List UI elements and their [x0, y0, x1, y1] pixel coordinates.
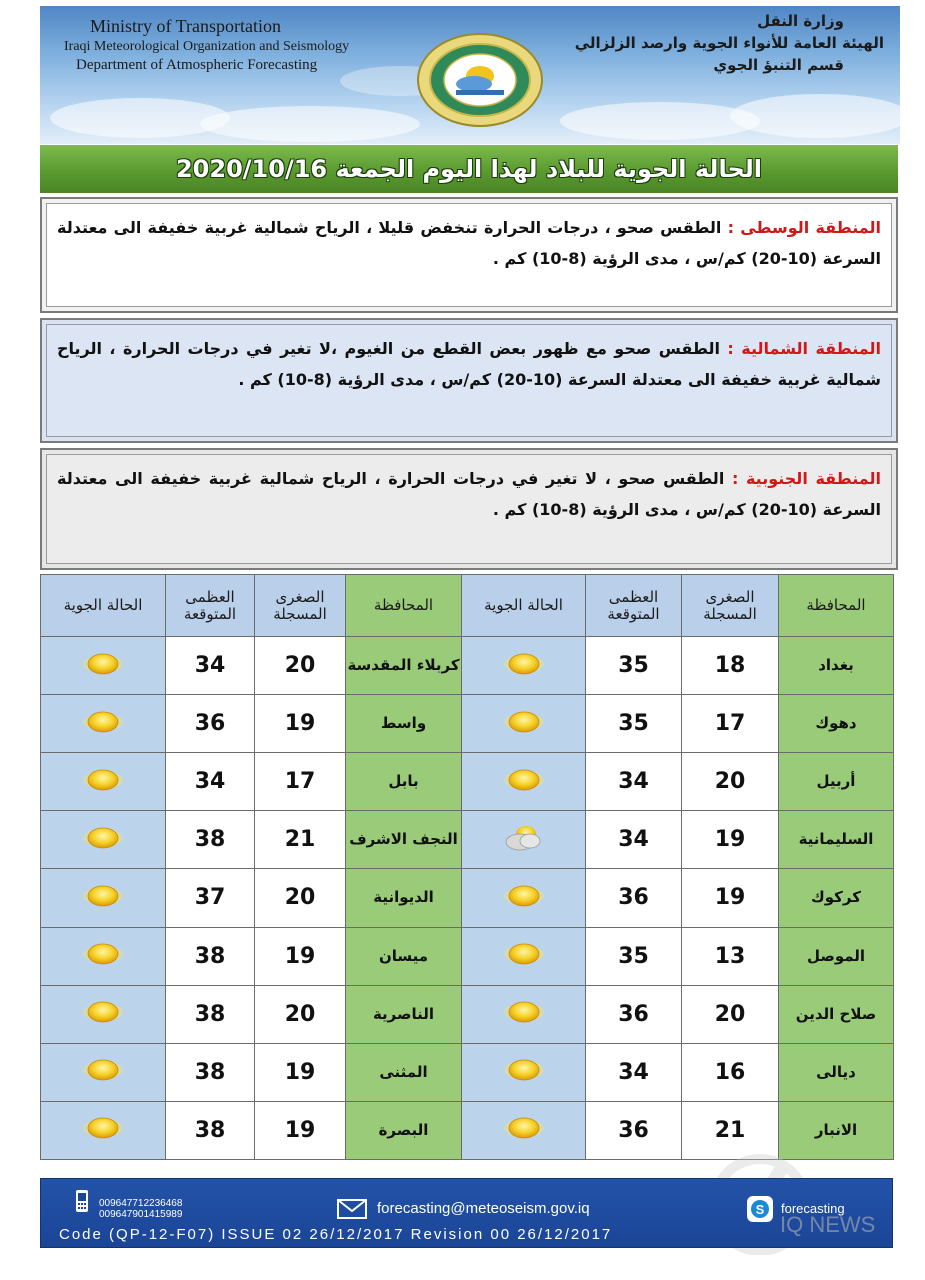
weather-condition — [462, 753, 586, 811]
header-governorate: المحافظة — [346, 575, 462, 637]
sun-icon — [81, 650, 125, 678]
weather-condition — [462, 985, 586, 1043]
governorate-name: المثنى — [346, 1043, 462, 1101]
header-min: الصغرى المسجلة — [255, 575, 346, 637]
ministry-name-ar: وزارة النقل — [757, 12, 844, 30]
sun-icon — [81, 998, 125, 1026]
sun-icon — [81, 940, 125, 968]
skype-icon — [746, 1195, 774, 1223]
min-temp: 21 — [255, 811, 346, 869]
weather-condition — [41, 811, 166, 869]
max-temp: 36 — [586, 869, 682, 927]
region-central — [40, 197, 898, 313]
header-english — [50, 16, 349, 74]
max-temp: 34 — [586, 1043, 682, 1101]
header-max: العظمى المتوقعة — [586, 575, 682, 637]
region-name: المنطقة الوسطى : — [727, 218, 882, 237]
phone-numbers — [99, 1198, 182, 1220]
partly-cloudy-icon — [502, 824, 546, 852]
sun-icon — [81, 708, 125, 736]
governorate-name: بابل — [346, 753, 462, 811]
min-temp: 19 — [255, 695, 346, 753]
governorate-name: صلاح الدين — [779, 985, 894, 1043]
department-name-en: Department of Atmospheric Forecasting — [76, 57, 318, 73]
document-code: Code (QP-12-F07) ISSUE 02 26/12/2017 Revision 00 26/12/2017 — [59, 1226, 613, 1243]
max-temp: 34 — [586, 811, 682, 869]
min-temp: 20 — [682, 985, 779, 1043]
weather-condition — [462, 1101, 586, 1159]
governorate-name: دهوك — [779, 695, 894, 753]
region-text: الطقس صحو ، لا تغير في درجات الحرارة ، الرياح شمالية غربية خفيفة الى معتدلة السرعة (10-20) كم/س ، مدى الرؤية (8-10) كم . — [57, 469, 881, 519]
region-south — [40, 448, 898, 570]
governorate-name: الديوانية — [346, 869, 462, 927]
sun-icon — [502, 998, 546, 1026]
min-temp: 19 — [682, 869, 779, 927]
min-temp: 19 — [255, 1101, 346, 1159]
weather-condition — [462, 695, 586, 753]
weather-condition — [462, 637, 586, 695]
min-temp: 17 — [255, 753, 346, 811]
weather-condition — [41, 1043, 166, 1101]
page-title: الحالة الجوية للبلاد لهذا اليوم الجمعة 2020/10/16 — [175, 155, 762, 183]
table-row — [41, 869, 894, 927]
sun-icon — [502, 940, 546, 968]
region-north — [40, 318, 898, 443]
weather-condition — [41, 1101, 166, 1159]
table-row — [41, 753, 894, 811]
max-temp: 38 — [166, 927, 255, 985]
weather-condition — [41, 985, 166, 1043]
max-temp: 36 — [586, 1101, 682, 1159]
sun-icon — [81, 1114, 125, 1142]
governorate-name: أربيل — [779, 753, 894, 811]
sun-icon — [81, 824, 125, 852]
table-row — [41, 927, 894, 985]
governorate-name: ميسان — [346, 927, 462, 985]
min-temp: 20 — [255, 869, 346, 927]
organization-logo-icon — [416, 32, 544, 128]
header-banner — [40, 6, 900, 144]
governorate-name: بغداد — [779, 637, 894, 695]
sun-icon — [81, 1056, 125, 1084]
weather-condition — [462, 869, 586, 927]
weather-condition — [41, 869, 166, 927]
min-temp: 20 — [255, 985, 346, 1043]
governorate-name: السليمانية — [779, 811, 894, 869]
min-temp: 20 — [255, 637, 346, 695]
sun-icon — [502, 1114, 546, 1142]
svg-text:S: S — [755, 1202, 765, 1217]
header-governorate: المحافظة — [779, 575, 894, 637]
governorate-name: ديالى — [779, 1043, 894, 1101]
governorate-name: البصرة — [346, 1101, 462, 1159]
sun-icon — [502, 708, 546, 736]
phone-number: 009647901415989 — [99, 1209, 183, 1220]
region-name: المنطقة الجنوبية : — [731, 469, 881, 488]
weather-condition — [462, 927, 586, 985]
sun-icon — [81, 766, 125, 794]
min-temp: 19 — [255, 927, 346, 985]
min-temp: 18 — [682, 637, 779, 695]
min-temp: 17 — [682, 695, 779, 753]
min-temp: 13 — [682, 927, 779, 985]
max-temp: 34 — [166, 753, 255, 811]
sun-icon — [502, 766, 546, 794]
forecast-table — [40, 574, 894, 1160]
max-temp: 34 — [586, 753, 682, 811]
max-temp: 38 — [166, 1043, 255, 1101]
min-temp: 19 — [682, 811, 779, 869]
governorate-name: كربلاء المقدسة — [346, 637, 462, 695]
header-max: العظمى المتوقعة — [166, 575, 255, 637]
table-row — [41, 811, 894, 869]
header-arabic — [575, 12, 884, 74]
max-temp: 38 — [166, 811, 255, 869]
min-temp: 19 — [255, 1043, 346, 1101]
weather-condition — [41, 753, 166, 811]
max-temp: 35 — [586, 637, 682, 695]
max-temp: 35 — [586, 927, 682, 985]
table-row — [41, 695, 894, 753]
region-text: الطقس صحو ، درجات الحرارة تنخفض قليلا ، الرياح شمالية غربية خفيفة الى معتدلة السرعة (10-20) كم/س ، مدى الرؤية (8-10) كم . — [57, 218, 881, 268]
table-row — [41, 985, 894, 1043]
phone-number: 009647712236468 — [99, 1198, 183, 1209]
min-temp: 16 — [682, 1043, 779, 1101]
governorate-name: الناصرية — [346, 985, 462, 1043]
region-name: المنطقة الشمالية : — [727, 339, 881, 358]
sun-icon — [502, 650, 546, 678]
sun-icon — [502, 1056, 546, 1084]
max-temp: 37 — [166, 869, 255, 927]
skype-name: forecasting — [781, 1201, 845, 1216]
min-temp: 20 — [682, 753, 779, 811]
department-name-ar: قسم التنبؤ الجوي — [713, 56, 844, 74]
max-temp: 36 — [166, 695, 255, 753]
email-address[interactable]: forecasting@meteoseism.gov.iq — [377, 1200, 590, 1217]
organization-name-ar: الهيئة العامة للأنواء الجوية وارصد الزلزالي — [574, 34, 884, 52]
max-temp: 38 — [166, 985, 255, 1043]
sun-icon — [502, 882, 546, 910]
mobile-phone-icon — [75, 1189, 89, 1213]
governorate-name: واسط — [346, 695, 462, 753]
footer-contact-bar — [40, 1178, 893, 1248]
max-temp: 34 — [166, 637, 255, 695]
header-condition: الحالة الجوية — [462, 575, 586, 637]
governorate-name: النجف الاشرف — [346, 811, 462, 869]
table-row — [41, 637, 894, 695]
max-temp: 38 — [166, 1101, 255, 1159]
watermark-text: IQ NEWS — [780, 1212, 876, 1237]
max-temp: 36 — [586, 985, 682, 1043]
weather-condition — [41, 637, 166, 695]
region-text: الطقس صحو مع ظهور بعض القطع من الغيوم ،لا تغير في درجات الحرارة ، الرياح شمالية غربية خفيفة الى معتدلة السرعة (10-20) كم/س ، مدى الرؤية (8-10) كم . — [57, 339, 881, 389]
weather-condition — [462, 1043, 586, 1101]
weather-condition — [41, 695, 166, 753]
min-temp: 21 — [682, 1101, 779, 1159]
governorate-name: كركوك — [779, 869, 894, 927]
max-temp: 35 — [586, 695, 682, 753]
table-row — [41, 1043, 894, 1101]
mail-icon — [337, 1199, 367, 1219]
governorate-name: الانبار — [779, 1101, 894, 1159]
table-header-row — [41, 575, 894, 637]
ministry-name-en: Ministry of Transportation — [90, 16, 282, 36]
title-bar — [40, 145, 898, 193]
header-condition: الحالة الجوية — [41, 575, 166, 637]
governorate-name: الموصل — [779, 927, 894, 985]
weather-condition — [41, 927, 166, 985]
header-min: الصغرى المسجلة — [682, 575, 779, 637]
weather-condition — [462, 811, 586, 869]
organization-name-en: Iraqi Meteorological Organization and Seismology — [64, 39, 350, 54]
sun-icon — [81, 882, 125, 910]
